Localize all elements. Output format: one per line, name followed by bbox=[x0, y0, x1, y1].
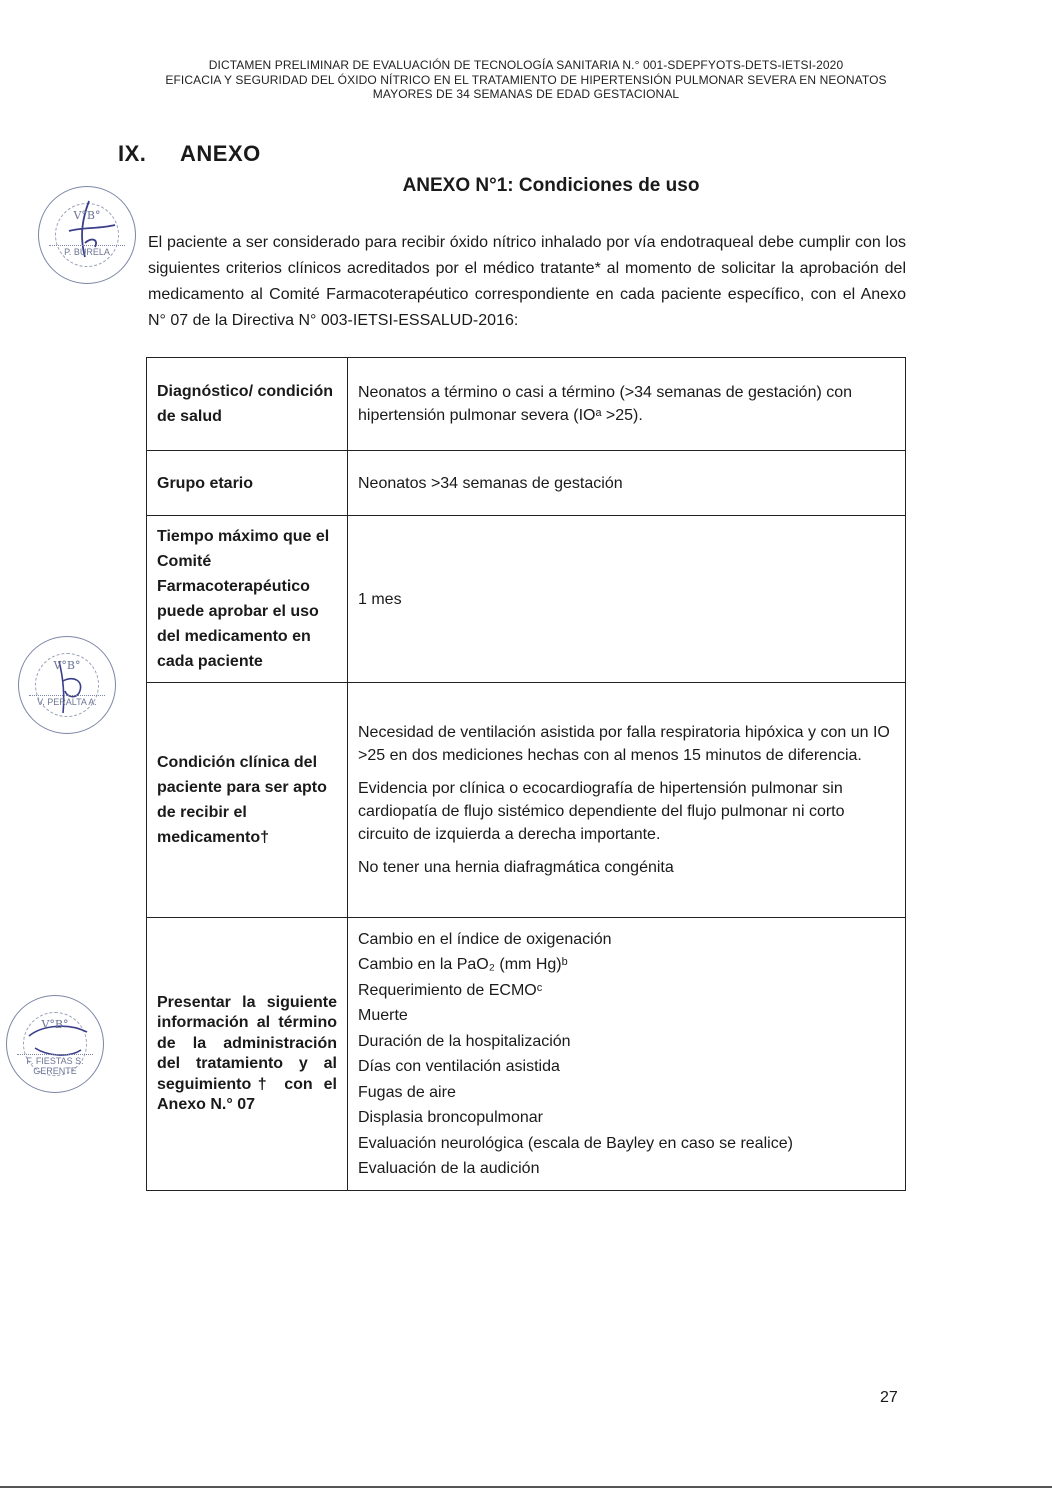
section-number: IX. bbox=[118, 141, 147, 166]
header-line-2: EFICACIA Y SEGURIDAD DEL ÓXIDO NÍTRICO EN EL TRATAMIENTO DE HIPERTENSIÓN PULMONAR SEVERA EN NEONATOS bbox=[165, 72, 887, 87]
header-line-1: DICTAMEN PRELIMINAR DE EVALUACIÓN DE TECNOLOGÍA SANITARIA N.° 001-SDEPFYOTS-DETS-IETSI-2020 bbox=[208, 58, 844, 72]
approval-stamp-3 bbox=[6, 995, 104, 1093]
clinical-condition-paragraph-3: No tener una hernia diafragmática congénita bbox=[358, 859, 674, 876]
section-name: ANEXO bbox=[180, 141, 261, 166]
clinical-condition-paragraph-1: Necesidad de ventilación asistida por falla respiratoria hipóxica y con un IO >25 en dos mediciones hechas con al menos 15 minutos de diferencia. bbox=[358, 724, 890, 764]
stamp-name: P. BURELA bbox=[49, 245, 125, 257]
approval-stamp-1 bbox=[38, 186, 136, 284]
list-item: Requerimiento de ECMOᶜ bbox=[358, 981, 543, 999]
information-label: Presentar la siguiente información al término de la administración del tratamiento y al seguimiento† con el Anexo N.° 07 bbox=[147, 918, 348, 1191]
signature-icon bbox=[19, 637, 115, 733]
list-item: Displasia broncopulmonar bbox=[358, 1109, 543, 1126]
scan-edge-line bbox=[0, 1486, 1052, 1488]
age-group-value: Neonatos >34 semanas de gestación bbox=[348, 451, 906, 516]
list-item: Evaluación neurológica (escala de Bayley en caso se realice) bbox=[358, 1134, 793, 1152]
stamp-name: V. PERALTA A. bbox=[29, 695, 105, 707]
stamp-vb-label: V°B° bbox=[73, 209, 101, 222]
information-list bbox=[348, 918, 906, 1191]
approval-stamp-2 bbox=[18, 636, 116, 734]
table-row-max-time bbox=[147, 516, 906, 683]
list-item: Cambio en el índice de oxigenación bbox=[358, 930, 612, 948]
stamp-vb-label: V°B° bbox=[41, 1018, 69, 1031]
stamp-vb-label: V°B° bbox=[53, 659, 81, 672]
list-item: Evaluación de la audición bbox=[358, 1160, 540, 1177]
header-line-3: MAYORES DE 34 SEMANAS DE EDAD GESTACIONAL bbox=[372, 87, 680, 101]
signature-icon bbox=[39, 187, 135, 283]
list-item: Cambio en la PaO₂ (mm Hg)ᵇ bbox=[358, 956, 568, 973]
clinical-condition-paragraph-2: Evidencia por clínica o ecocardiografía de hipertensión pulmonar sin cardiopatía de flujo sistémico dependiente del flujo pulmonar ni corto circuito de izquierda a derecha importante. bbox=[358, 780, 845, 843]
list-item: Fugas de aire bbox=[358, 1083, 456, 1101]
table-row-age-group bbox=[147, 451, 906, 516]
clinical-condition-value bbox=[348, 683, 906, 918]
list-item: Días con ventilación asistida bbox=[358, 1058, 560, 1075]
document-header bbox=[0, 58, 1052, 102]
stamp-name-text: F. FIESTAS S. bbox=[26, 1056, 84, 1066]
page-number: 27 bbox=[880, 1389, 898, 1406]
stamp-name bbox=[17, 1054, 93, 1076]
list-item: Muerte bbox=[358, 1007, 408, 1024]
clinical-condition-label: Condición clínica del paciente para ser apto de recibir el medicamento† bbox=[147, 683, 348, 918]
table-row-diagnosis bbox=[147, 358, 906, 451]
intro-paragraph: El paciente a ser considerado para recibir óxido nítrico inhalado por vía endotraqueal debe cumplir con los siguientes criterios clínicos acreditados por el médico tratante* al momento de solicitar la aprobación del medicamento al Comité Farmacoterapéutico correspondiente en cada paciente específico, con el Anexo N° 07 de la Directiva N° 003-IETSI-ESSALUD-2016: bbox=[148, 234, 906, 329]
signature-icon bbox=[7, 996, 103, 1092]
stamp-role-text: GERENTE bbox=[33, 1066, 77, 1076]
list-item: Duración de la hospitalización bbox=[358, 1032, 571, 1050]
annex-title: ANEXO N°1: Condiciones de uso bbox=[402, 175, 700, 196]
conditions-table bbox=[146, 357, 906, 1191]
max-time-value: 1 mes bbox=[348, 516, 906, 683]
table-row-information bbox=[147, 918, 906, 1191]
table-row-clinical-condition bbox=[147, 683, 906, 918]
max-time-label: Tiempo máximo que el Comité Farmacoterapéutico puede aprobar el uso del medicamento en cada paciente bbox=[147, 516, 348, 683]
section-title bbox=[118, 141, 261, 167]
diagnosis-value: Neonatos a término o casi a término (>34 semanas de gestación) con hipertensión pulmonar severa (IOᵃ >25). bbox=[348, 358, 906, 451]
diagnosis-label: Diagnóstico/ condición de salud bbox=[147, 358, 348, 451]
age-group-label: Grupo etario bbox=[147, 451, 348, 516]
